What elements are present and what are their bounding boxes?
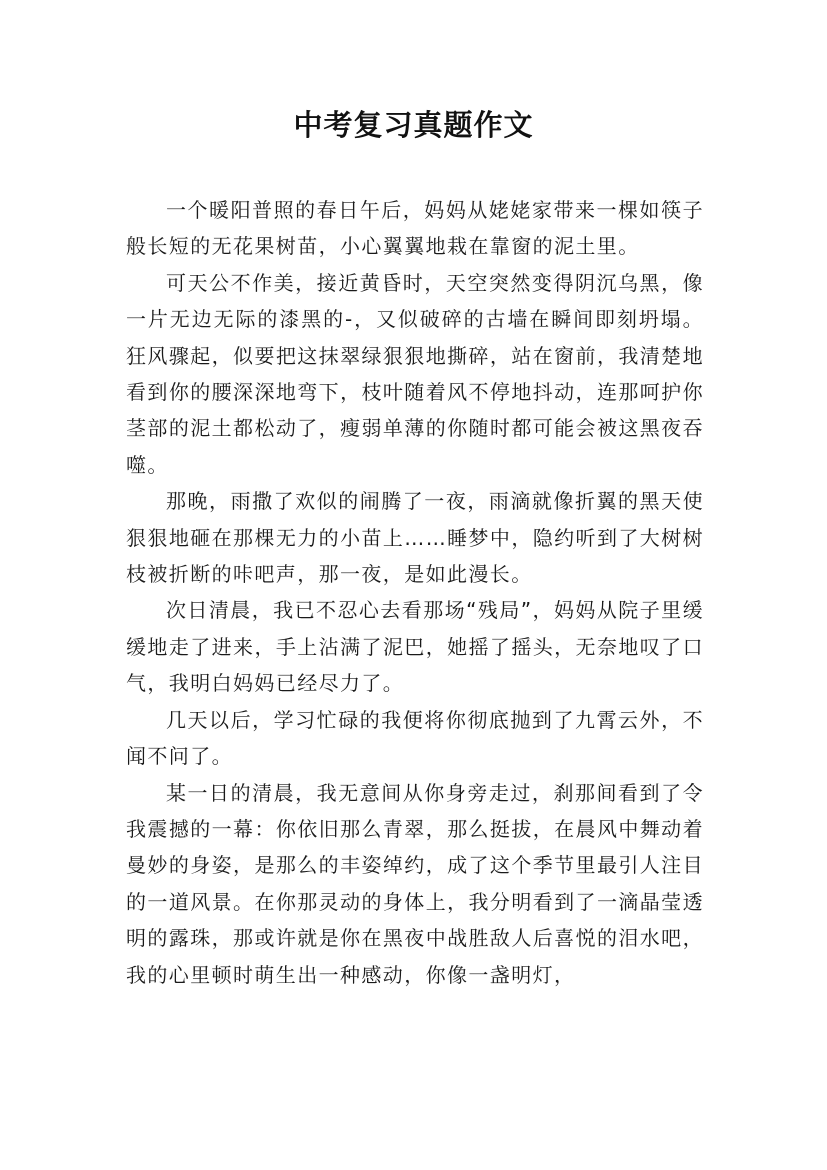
paragraph-2: 可天公不作美，接近黄昏时，天空突然变得阴沉乌黑，像一片无边无际的漆黑的-，又似破碎的古墙在瞬间即刻坍塌。狂风骤起，似要把这抹翠绿狠狠地撕碎，站在窗前，我清楚地看到你的腰深深地弯下，枝叶随着风不停地抖动，连那呵护你茎部的泥土都松动了，瘦弱单薄的你随时都可能会被这黑夜吞噬。	[126, 270, 704, 477]
paragraph-1: 一个暖阳普照的春日午后，妈妈从姥姥家带来一棵如筷子般长短的无花果树苗，小心翼翼地栽在靠窗的泥土里。	[126, 198, 704, 259]
document-title: 中考复习真题作文	[293, 108, 534, 142]
paragraph-4: 次日清晨，我已不忍心去看那场“残局”，妈妈从院子里缓缓地走了进来，手上沾满了泥巴，她摇了摇头，无奈地叹了口气，我明白妈妈已经尽力了。	[126, 598, 704, 696]
paragraph-6: 某一日的清晨，我无意间从你身旁走过，刹那间看到了令我震撼的一幕：你依旧那么青翠，那么挺拔，在晨风中舞动着曼妙的身姿，是那么的丰姿绰约，成了这个季节里最引人注目的一道风景。在你那灵动的身体上，我分明看到了一滴晶莹透明的露珠，那或许就是你在黑夜中战胜敌人后喜悦的泪水吧，我的心里顿时萌生出一种感动，你像一盏明灯，	[126, 780, 704, 987]
paragraph-3: 那晚，雨撒了欢似的闹腾了一夜，雨滴就像折翼的黑天使狠狠地砸在那棵无力的小苗上……睡梦中，隐约听到了大树树枝被折断的咔吧声，那一夜，是如此漫长。	[126, 489, 704, 587]
paragraph-5: 几天以后，学习忙碌的我便将你彻底抛到了九霄云外，不闻不问了。	[126, 707, 704, 769]
document-body	[126, 192, 704, 993]
